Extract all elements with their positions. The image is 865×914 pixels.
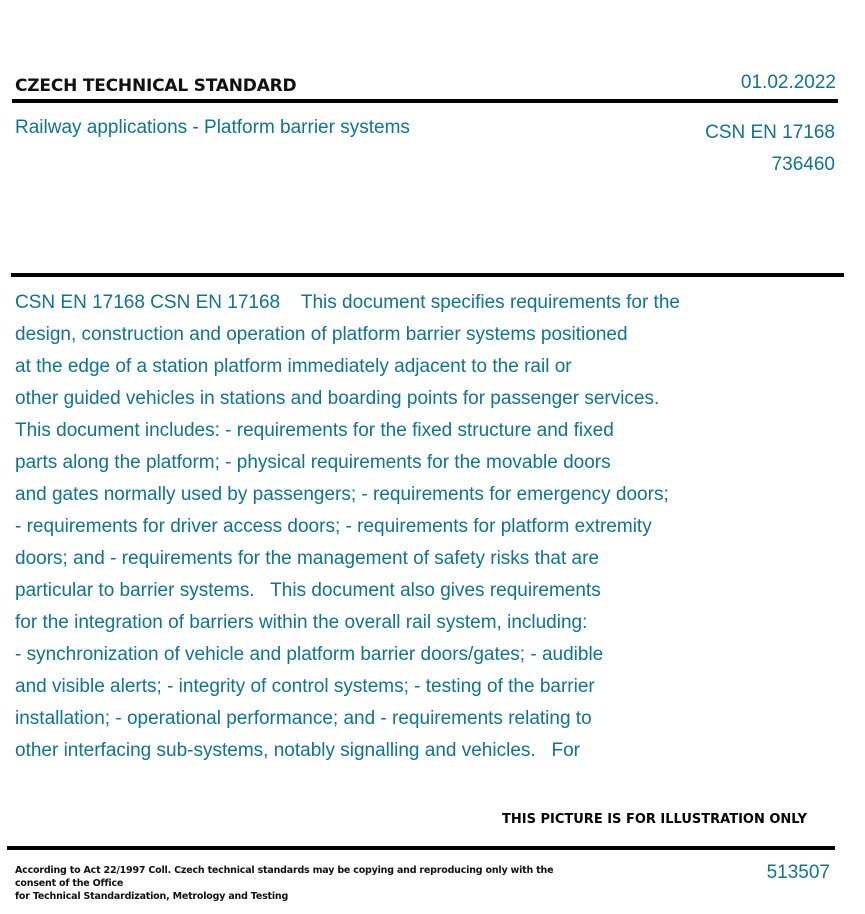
legal-notice-line: According to Act 22/1997 Coll. Czech technical standards may be copying and reproducing only with the consent of the Office (15, 865, 554, 889)
footer-divider (7, 846, 835, 850)
abstract-divider (11, 273, 844, 277)
abstract-line: - synchronization of vehicle and platform barrier doors/gates; - audible (15, 644, 604, 665)
abstract-line: parts along the platform; - physical requirements for the movable doors (15, 452, 611, 473)
abstract-line: and gates normally used by passengers; - requirements for emergency doors; (15, 484, 669, 505)
abstract-line: at the edge of a station platform immediately adjacent to the rail or (15, 356, 572, 377)
abstract-line: installation; - operational performance; and - requirements relating to (15, 708, 592, 729)
header-divider (12, 99, 838, 103)
abstract-line: This document includes: - requirements for the fixed structure and fixed (15, 420, 614, 441)
legal-notice-line: for Technical Standardization, Metrology and Testing (15, 891, 289, 902)
legal-notice (15, 864, 585, 903)
abstract-line: doors; and - requirements for the management of safety risks that are (15, 548, 600, 569)
abstract-line: and visible alerts; - integrity of control systems; - testing of the barrier (15, 676, 595, 697)
abstract-line: - requirements for driver access doors; - requirements for platform extremity (15, 516, 652, 537)
document-code-block (705, 117, 835, 181)
abstract-text (15, 287, 845, 767)
abstract-line: design, construction and operation of platform barrier systems positioned (15, 324, 628, 345)
document-classification: 736460 (771, 154, 835, 175)
abstract-line: other interfacing sub-systems, notably signalling and vehicles. For (15, 740, 580, 761)
document-title: Railway applications - Platform barrier systems (15, 117, 410, 138)
document-code: CSN EN 17168 (705, 122, 835, 143)
catalog-number: 513507 (766, 862, 830, 883)
publication-date: 01.02.2022 (740, 72, 836, 93)
illustration-notice: THIS PICTURE IS FOR ILLUSTRATION ONLY (502, 812, 807, 827)
abstract-line: particular to barrier systems. This document also gives requirements (15, 580, 601, 601)
standard-type-heading: CZECH TECHNICAL STANDARD (15, 76, 297, 96)
abstract-line: other guided vehicles in stations and boarding points for passenger services. (15, 388, 660, 409)
abstract-line: CSN EN 17168 CSN EN 17168 This document specifies requirements for the (15, 292, 680, 313)
abstract-line: for the integration of barriers within the overall rail system, including: (15, 612, 588, 633)
